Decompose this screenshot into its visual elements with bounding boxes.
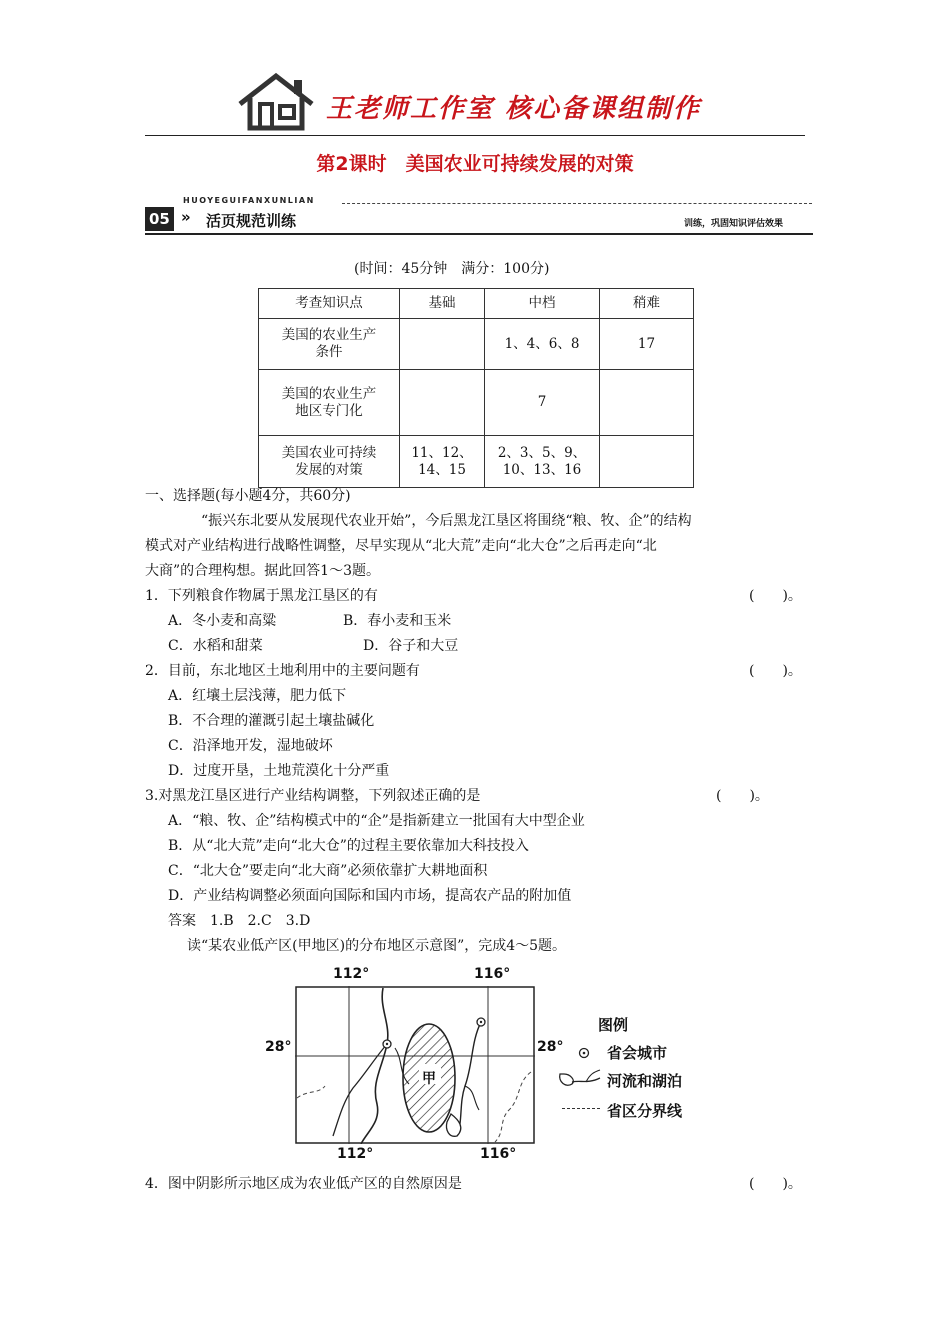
- table-cell: 1、4、6、8: [485, 319, 600, 370]
- header-rule: [145, 135, 805, 136]
- question-stem: 3.对黑龙江垦区进行产业结构调整，下列叙述正确的是: [145, 788, 481, 804]
- option-c[interactable]: C．水稻和甜菜: [168, 638, 263, 654]
- option-d[interactable]: D．谷子和大豆: [363, 638, 459, 654]
- legend-title: 图例: [598, 1016, 629, 1034]
- question-stem: 4．图中阴影所示地区成为农业低产区的自然原因是: [145, 1176, 462, 1192]
- legend-item-capital: 省会城市: [607, 1044, 668, 1062]
- lon-label-116-bottom: 116°: [480, 1146, 517, 1162]
- house-logo-icon: [236, 70, 316, 132]
- section-dash-line: [342, 203, 812, 204]
- lon-label-112-bottom: 112°: [337, 1146, 374, 1162]
- question-stem: 2．目前，东北地区土地利用中的主要问题有: [145, 663, 420, 679]
- section-arrow-icon: »: [181, 208, 191, 226]
- table-cell: 11、12、 14、15: [400, 436, 485, 488]
- knowledge-point-table: [258, 288, 694, 488]
- question-stem: 1．下列粮食作物属于黑龙江垦区的有: [145, 588, 378, 604]
- capital-city-icon: [577, 1045, 591, 1059]
- table-row: [259, 436, 694, 488]
- intro-line: “振兴东北要从发展现代农业开始”，今后黑龙江垦区将围绕“粮、牧、企”的结构: [201, 513, 692, 529]
- answer-blank[interactable]: ( )。: [749, 663, 802, 679]
- option-c[interactable]: C．沿泽地开发，湿地破坏: [168, 738, 333, 754]
- answer-key: 答案 1.B 2.C 3.D: [168, 913, 311, 929]
- section-title: 活页规范训练: [206, 212, 297, 230]
- table-header: 稍难: [600, 289, 694, 319]
- option-d[interactable]: D．产业结构调整必须面向国际和国内市场，提高农产品的附加值: [168, 888, 572, 904]
- lesson-title: 第2课时 美国农业可持续发展的对策: [316, 153, 634, 175]
- option-a[interactable]: A．红壤土层浅薄，肥力低下: [168, 688, 347, 704]
- table-cell: 美国的农业生产 条件: [259, 319, 400, 370]
- table-cell: 17: [600, 319, 694, 370]
- region-label: 甲: [422, 1071, 436, 1087]
- exam-info: (时间：45分钟 满分：100分): [354, 261, 550, 277]
- answer-blank[interactable]: ( )。: [749, 588, 802, 604]
- intro-line: 模式对产业结构进行战略性调整，尽早实现从“北大荒”走向“北大仓”之后再走向“北: [145, 538, 657, 554]
- table-row: [259, 319, 694, 370]
- section-number-badge: 05: [145, 207, 174, 231]
- table-cell: [400, 370, 485, 436]
- table-cell: [600, 436, 694, 488]
- table-row: [259, 370, 694, 436]
- province-border-icon: [562, 1108, 600, 1109]
- lat-label-28-left: 28°: [265, 1039, 292, 1055]
- table-header: 基础: [400, 289, 485, 319]
- section-pinyin: HUOYEGUIFANXUNLIAN: [183, 196, 315, 205]
- option-c[interactable]: C．“北大仓”要走向“北大商”必须依靠扩大耕地面积: [168, 863, 488, 879]
- answer-blank[interactable]: ( )。: [749, 1176, 802, 1192]
- lon-label-112-top: 112°: [333, 966, 370, 982]
- table-cell: 7: [485, 370, 600, 436]
- legend-item-border: 省区分界线: [607, 1102, 683, 1120]
- option-a[interactable]: A．“粮、牧、企”结构模式中的“企”是指新建立一批国有大中型企业: [168, 813, 585, 829]
- table-cell: 美国农业可持续 发展的对策: [259, 436, 400, 488]
- answer-blank[interactable]: ( )。: [716, 788, 769, 804]
- option-b[interactable]: B．从“北大荒”走向“北大仓”的过程主要依靠加大科技投入: [168, 838, 529, 854]
- section-rule: [145, 233, 813, 235]
- header-banner: 王老师工作室 核心备课组制作: [326, 94, 702, 124]
- option-b[interactable]: B．不合理的灌溉引起土壤盐碱化: [168, 713, 375, 729]
- option-b[interactable]: B．春小麦和玉米: [343, 613, 452, 629]
- map-intro: 读“某农业低产区(甲地区)的分布地区示意图”，完成4～5题。: [187, 938, 567, 954]
- table-header: 中档: [485, 289, 600, 319]
- option-d[interactable]: D．过度开垦，土地荒漠化十分严重: [168, 763, 390, 779]
- table-cell: [600, 370, 694, 436]
- table-header: 考查知识点: [259, 289, 400, 319]
- lat-label-28-right: 28°: [537, 1039, 564, 1055]
- part1-heading: 一、选择题(每小题4分，共60分): [145, 488, 351, 504]
- section-subtitle: 训练，巩固知识评估效果: [684, 219, 784, 229]
- river-lake-icon: [556, 1068, 602, 1092]
- lon-label-116-top: 116°: [474, 966, 511, 982]
- table-cell: 2、3、5、9、 10、13、16: [485, 436, 600, 488]
- table-cell: [400, 319, 485, 370]
- option-a[interactable]: A．冬小麦和高粱: [168, 613, 277, 629]
- intro-line: 大商”的合理构想。据此回答1～3题。: [145, 563, 380, 579]
- table-cell: 美国的农业生产 地区专门化: [259, 370, 400, 436]
- legend-item-river: 河流和湖泊: [607, 1072, 683, 1090]
- region-map: [295, 986, 535, 1144]
